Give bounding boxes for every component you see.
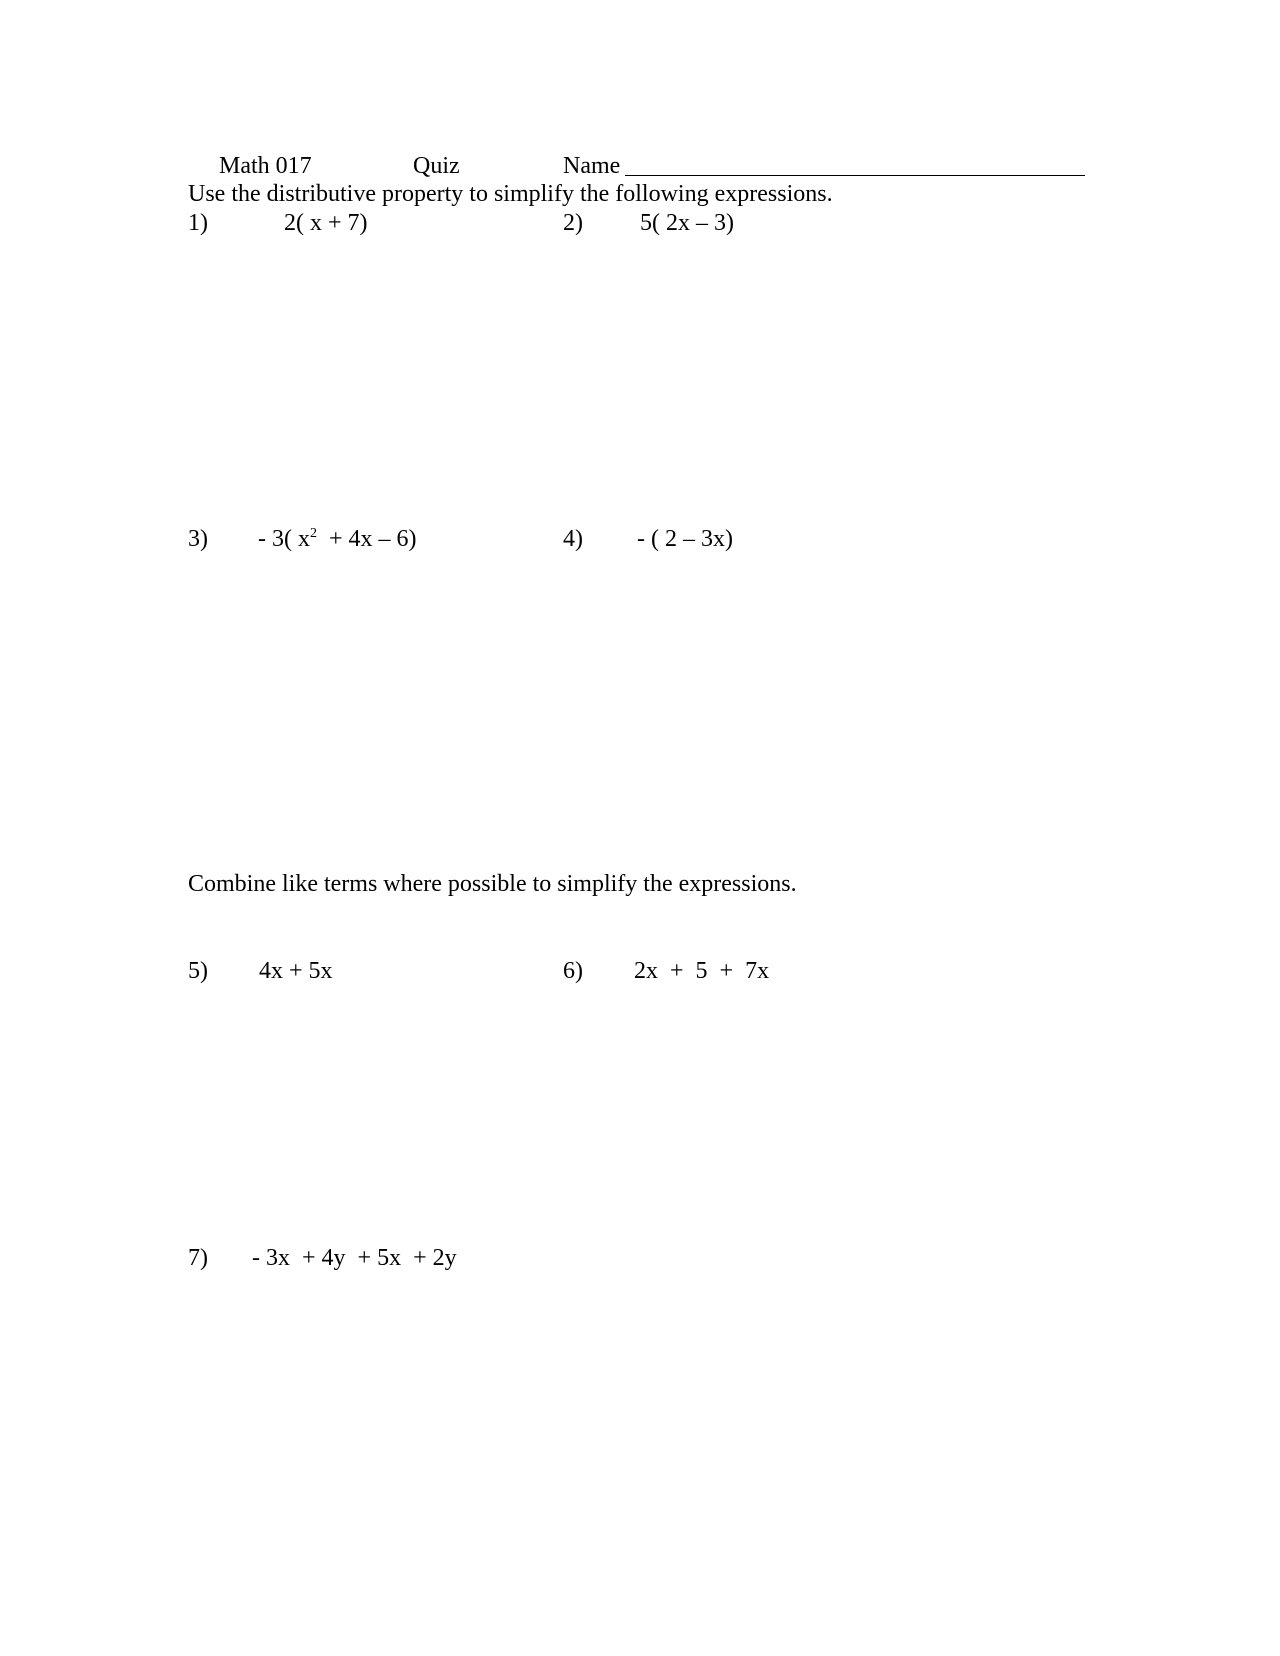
problem-3-number: 3)	[188, 526, 208, 552]
problem-2-expression: 5( 2x – 3)	[640, 210, 734, 236]
problem-5-number: 5)	[188, 958, 208, 984]
problem-4-expression: - ( 2 – 3x)	[637, 526, 733, 552]
quiz-label: Quiz	[413, 153, 460, 179]
problem-3-expression	[258, 525, 417, 553]
distributive-instruction: Use the distributive property to simplify the following expressions.	[188, 181, 833, 207]
problem-3-expression-prefix: - 3( x	[258, 526, 310, 552]
combine-terms-instruction: Combine like terms where possible to simplify the expressions.	[188, 871, 797, 897]
problem-6-expression: 2x + 5 + 7x	[634, 958, 770, 984]
problem-4-number: 4)	[563, 526, 583, 552]
problem-3-exponent: 2	[309, 526, 317, 541]
problem-6-number: 6)	[563, 958, 583, 984]
problem-3-expression-suffix: + 4x – 6)	[316, 526, 417, 552]
problem-7-number: 7)	[188, 1245, 208, 1271]
problem-2-number: 2)	[563, 210, 583, 236]
name-label: Name	[563, 153, 621, 179]
problem-1-expression: 2( x + 7)	[284, 210, 368, 236]
problem-5-expression: 4x + 5x	[259, 958, 333, 984]
problem-1-number: 1)	[188, 210, 208, 236]
problem-7-expression: - 3x + 4y + 5x + 2y	[252, 1245, 457, 1271]
name-blank-line	[625, 175, 1085, 176]
course-title: Math 017	[219, 153, 312, 179]
